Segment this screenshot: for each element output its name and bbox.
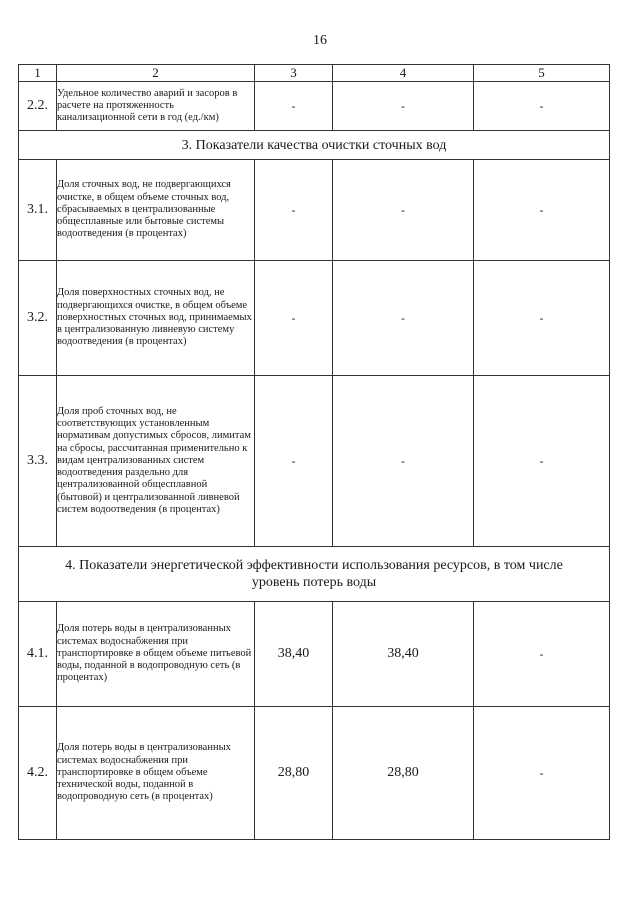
header-col-5: 5 — [474, 65, 610, 82]
table-row — [19, 160, 610, 261]
row-description: Доля потерь воды в централизованных системах водоснабжения при транспортировке в общем объеме питьевой воды, поданной в водопроводную сеть (в процентах) — [57, 602, 255, 707]
row-number: 4.2. — [19, 707, 57, 840]
row-value-col-3: - — [255, 376, 333, 547]
header-col-1: 1 — [19, 65, 57, 82]
header-col-4: 4 — [333, 65, 474, 82]
section-row — [19, 131, 610, 160]
row-value-col-5: - — [474, 376, 610, 547]
header-col-2: 2 — [57, 65, 255, 82]
table-row — [19, 82, 610, 131]
table-row — [19, 602, 610, 707]
section-title-4 — [19, 547, 610, 602]
header-col-3: 3 — [255, 65, 333, 82]
row-value-col-4: 38,40 — [333, 602, 474, 707]
row-number: 3.1. — [19, 160, 57, 261]
row-value-col-5: - — [474, 602, 610, 707]
row-value-col-3: - — [255, 82, 333, 131]
row-value-col-4: - — [333, 261, 474, 376]
row-number: 3.3. — [19, 376, 57, 547]
row-value-col-3: 38,40 — [255, 602, 333, 707]
table-header-row — [19, 65, 610, 82]
indicators-table — [18, 64, 610, 840]
row-number: 4.1. — [19, 602, 57, 707]
row-number: 3.2. — [19, 261, 57, 376]
row-value-col-5: - — [474, 82, 610, 131]
table-row — [19, 707, 610, 840]
row-value-col-4: - — [333, 82, 474, 131]
table-row — [19, 376, 610, 547]
row-value-col-5: - — [474, 707, 610, 840]
row-description: Удельное количество аварий и засоров в расчете на протяженность канализационной сети в год (ед./км) — [57, 82, 255, 131]
row-value-col-5: - — [474, 160, 610, 261]
row-description: Доля потерь воды в централизованных системах водоснабжения при транспортировке в общем объеме технической воды, поданной в водопроводную сеть (в процентах) — [57, 707, 255, 840]
row-value-col-3: 28,80 — [255, 707, 333, 840]
row-description: Доля сточных вод, не подвергающихся очистке, в общем объеме сточных вод, сбрасываемых в централизованные общесплавные или бытовые системы водоотведения (в процентах) — [57, 160, 255, 261]
page-number: 16 — [313, 33, 327, 48]
section-row — [19, 547, 610, 602]
row-value-col-4: 28,80 — [333, 707, 474, 840]
section-title-4-line-1: 4. Показатели энергетической эффективности использования ресурсов, в том числе — [65, 558, 563, 573]
row-description: Доля поверхностных сточных вод, не подвергающихся очистке, в общем объеме поверхностных сточных вод, принимаемых в централизованную ливневую систему водоотведения (в процентах) — [57, 261, 255, 376]
row-value-col-4: - — [333, 376, 474, 547]
row-value-col-3: - — [255, 261, 333, 376]
row-description: Доля проб сточных вод, не соответствующих установленным нормативам допустимых сбросов, лимитам на сбросы, рассчитанная применительно к видам централизованных систем водоотведения раздельно для централизованной общесплавной (бытовой) и централизованной ливневой систем водоотведения (в процентах) — [57, 376, 255, 547]
row-value-col-5: - — [474, 261, 610, 376]
row-value-col-4: - — [333, 160, 474, 261]
row-value-col-3: - — [255, 160, 333, 261]
section-title-3: 3. Показатели качества очистки сточных вод — [19, 131, 610, 160]
table-row — [19, 261, 610, 376]
section-title-4-line-2: уровень потерь воды — [251, 575, 377, 590]
row-number: 2.2. — [19, 82, 57, 131]
